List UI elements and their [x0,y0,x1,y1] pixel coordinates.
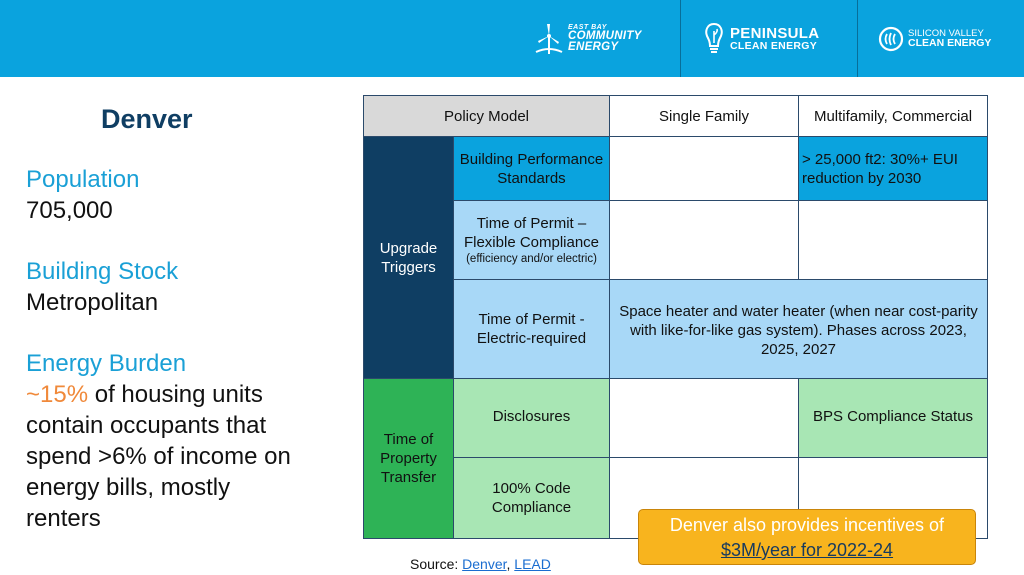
header-divider [857,0,858,77]
population-value: 705,000 [26,197,113,224]
energy-burden-text: of housing units [88,381,263,408]
building-stock-block [26,256,178,318]
header-single-family: Single Family [609,95,799,137]
row-label-bps: Building Performance Standards [453,136,610,201]
cell-electric-required-merged: Space heater and water heater (when near cost-parity with like-for-like gas system). Phases across 2023, 2025, 2027 [609,279,988,379]
callout-link[interactable]: $3M/year for 2022-24 [720,540,894,560]
group-property-transfer: Time of Property Transfer [363,378,454,539]
header-policy-model: Policy Model [363,95,610,137]
row-label-flexible-compliance [453,200,610,280]
row-label-code-compliance: 100% Code Compliance [453,457,610,539]
cell-flex-multifamily [798,200,988,280]
source-link-denver[interactable]: Denver [462,556,507,572]
policy-table [363,95,988,539]
population-label: Population [26,166,140,193]
row-label-electric-required: Time of Permit - Electric-required [453,279,610,379]
energy-burden-text: renters [26,505,101,532]
header-band [0,0,1024,77]
energy-burden-label: Energy Burden [26,350,187,377]
incentives-callout [638,509,976,565]
energy-burden-text: contain occupants that [26,412,267,439]
lightbulb-leaf-icon [704,22,724,56]
wind-turbine-icon [534,22,564,56]
cell-bps-single-family [609,136,799,201]
energy-burden-percent: ~15% [26,381,89,408]
ebce-logo: EAST BAY COMMUNITY ENERGY [534,0,678,77]
pce-logo: PENINSULA CLEAN ENERGY [704,0,854,77]
cell-flex-single-family [609,200,799,280]
flexible-compliance-sublabel: (efficiency and/or electric) [466,253,597,265]
building-stock-value: Metropolitan [26,289,159,316]
source-link-lead[interactable]: LEAD [514,556,551,572]
svce-logo: SILICON VALLEY CLEAN ENERGY [878,0,1018,77]
source-line [410,556,551,572]
header-divider [680,0,681,77]
row-label-disclosures: Disclosures [453,378,610,458]
building-stock-label: Building Stock [26,258,179,285]
flexible-compliance-label: Time of Permit – Flexible Compliance [463,215,600,251]
callout-text: Denver also provides incentives of [669,515,945,535]
city-title: Denver [101,104,193,134]
group-upgrade-triggers: Upgrade Triggers [363,136,454,379]
energy-burden-block [26,348,291,534]
circle-wave-icon [878,26,904,52]
population-block [26,164,139,226]
cell-disclosures-multifamily: BPS Compliance Status [798,378,988,458]
cell-disclosures-single-family [609,378,799,458]
energy-burden-text: energy bills, mostly [26,474,231,501]
source-prefix: Source: [410,556,463,572]
source-separator: , [506,556,515,572]
cell-bps-multifamily: > 25,000 ft2: 30%+ EUI reduction by 2030 [798,136,988,201]
energy-burden-text: spend >6% of income on [26,443,291,470]
header-multifamily: Multifamily, Commercial [798,95,988,137]
